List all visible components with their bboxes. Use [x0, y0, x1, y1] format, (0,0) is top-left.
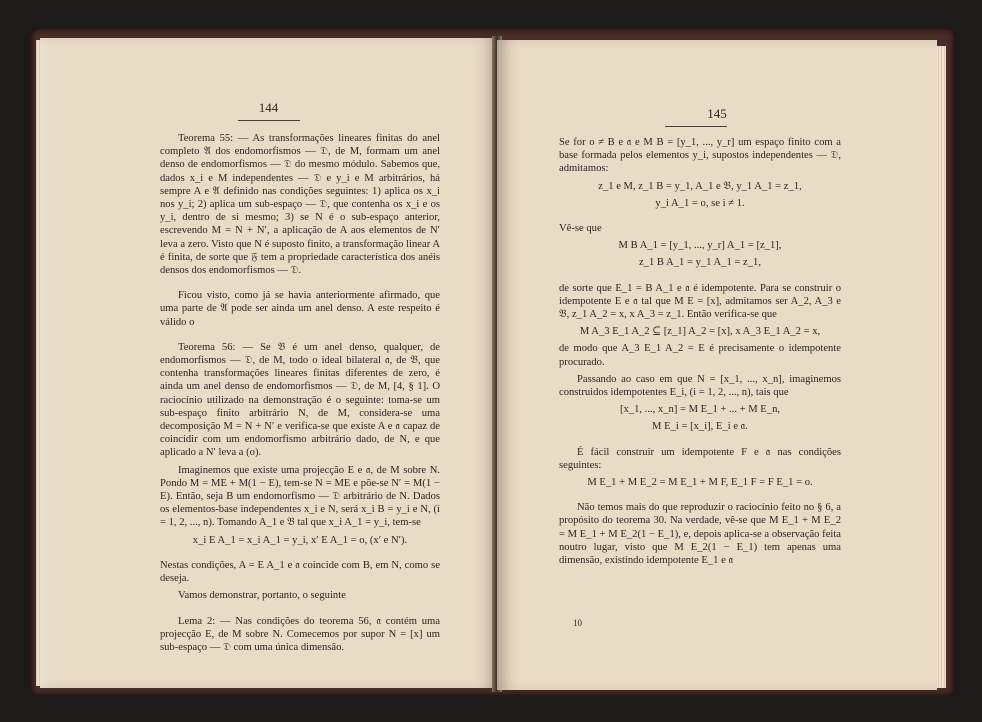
paragraph: Se for o ≠ B e 𝔞 e M B = [y_1, ..., y_r] um espaço finito com a base formada pelos elementos y_i, supostos independentes — 𝔇, admitamos:	[559, 137, 841, 175]
right-page	[497, 40, 937, 690]
equation: M B A_1 = [y_1, ..., y_r] A_1 = [z_1],	[618, 240, 782, 252]
equation: M E_i = [x_i], E_i e 𝔞.	[652, 421, 748, 433]
page-number-right: 145	[707, 106, 727, 121]
paragraph: Passando ao caso em que N = [x_1, ..., x_n], imaginemos construidos idempotentes E_i, (i = 1, 2, ..., n), tais que	[559, 373, 841, 399]
theorem-56: Teorema 56: — Se 𝔅 é um anel denso, qualquer, de endomorfismos — 𝔇, de M, todo o ideal bilateral 𝔞, de 𝔅, que contenha transformações lineares finitas diferentes de zero, é ainda um anel denso de endomorfismos — 𝔇, de M, [4, § 1]. O raciocínio utilizado na demonstração é o seguinte: toma-se um sub-espaço finito arbitrário N, de M, considera-se uma decomposição M = N + N′ e verifica-se que existe A e 𝔞 capaz de coincidir com um endomorfismo arbitrário dado, de N, e que aplicado a N′ leva a (o).	[160, 341, 440, 459]
paragraph: de modo que A_3 E_1 A_2 = E é precisamente o idempotente procurado.	[559, 343, 841, 368]
page-number-rule	[665, 126, 727, 127]
equation: [x_1, ..., x_n] = M E_1 + ... + M E_n,	[619, 404, 781, 416]
paragraph: de sorte que E_1 = B A_1 e 𝔞 é idempotente. Para se construir o idempotente E e 𝔞 tal que M E = [x], admitamos ser A_2, A_3 e 𝔅, z_1 A_2 = x, x A_3 = z_1. Então verifica-se que	[559, 282, 841, 321]
page-number-left: 144	[258, 100, 279, 115]
right-page-text	[559, 136, 841, 571]
equation: M E_1 + M E_2 = M E_1 + M F, E_1 F = F E_1 = o.	[587, 477, 813, 489]
equation: y_i A_1 = o, se i ≠ 1.	[655, 197, 745, 209]
paragraph: É fácil construir um idempotente F e 𝔞 nas condições seguintes:	[559, 446, 841, 471]
page-edges-right	[936, 46, 946, 688]
theorem-55: Teorema 55: — As transformações lineares finitas do anel completo 𝔄 dos endomorfismos — 𝔇, de M, formam um anel denso de endomorfismos — 𝔇 do mesmo módulo. Sabemos que, dados x_i e M independentes — 𝔇 e y_i e M arbitrários, há sempre A e 𝔄 definido nas condições seguintes: 1) aplica os x_i nos y_i; 2) aplica um sub-espaço — 𝔇, que contenha os x_i e os y_i, dentro de si mesmo; 3) se N é o sub-espaço anterior, escrevendo M = N + N′, a aplicação de A aos elementos de N′ leva a zero. Visto que N é suposto finito, a transformação linear A é finita, de sorte que 𝔉 tem a propriedade característica dos anéis densos dos endomorfismos — 𝔇.	[160, 133, 440, 277]
paragraph: Vamos demonstrar, portanto, o seguinte	[178, 590, 346, 602]
left-page	[40, 38, 497, 688]
signature-mark: 10	[573, 618, 582, 628]
paragraph: Imaginemos que existe uma projecção E e 𝔞, de M sobre N. Pondo M = ME + M(1 − E), tem-se N = ME e põe-se N′ = M(1 − E). Então, seja B um endomorfismo — 𝔇 arbitrário de N. Dados os elementos-base independentes x_i e N, será x_i B = y_i e N, (i = 1, 2, ..., n). Tomando A_1 e 𝔅 tal que x_i A_1 = y_i, tem-se	[160, 464, 440, 529]
equation: z_1 e M, z_1 B = y_1, A_1 e 𝔅, y_1 A_1 = z_1,	[598, 180, 802, 192]
left-page-text	[160, 132, 440, 658]
paragraph: Vê-se que	[559, 223, 602, 235]
equation: M A_3 E_1 A_2 ⊆ [z_1] A_2 = [x], x A_3 E_1 A_2 = x,	[579, 326, 821, 338]
lemma-2: Lema 2: — Nas condições do teorema 56, 𝔞 contém uma projecção E, de M sobre N. Comecemos por supor N = [x] um sub-espaço — 𝔇 com uma única dimensão.	[160, 615, 440, 653]
page-number-rule	[238, 120, 300, 121]
equation: x_i E A_1 = x_i A_1 = y_i, x′ E A_1 = o, (x′ e N′).	[192, 534, 408, 546]
paragraph: Ficou visto, como já se havia anteriormente afirmado, que uma parte de 𝔄 pode ser ainda um anel denso. A este respeito é válido o	[160, 290, 440, 328]
paragraph: Nestas condições, A = E A_1 e 𝔞 coincide com B, em N, como se deseja.	[160, 559, 440, 585]
paragraph: Não temos mais do que reproduzir o raciocínio feito no § 6, a propósito do teorema 30. Na verdade, vê-se que M E_1 + M E_2 = M E_1 + M E_2(1 − E_1), e, depois aplica-se a observação feita noutro lugar, visto que M E_2(1 − E_1) tem apenas uma dimensão, existindo idempotente E_1 e 𝔞	[559, 502, 841, 567]
equation: z_1 B A_1 = y_1 A_1 = z_1,	[638, 257, 761, 269]
